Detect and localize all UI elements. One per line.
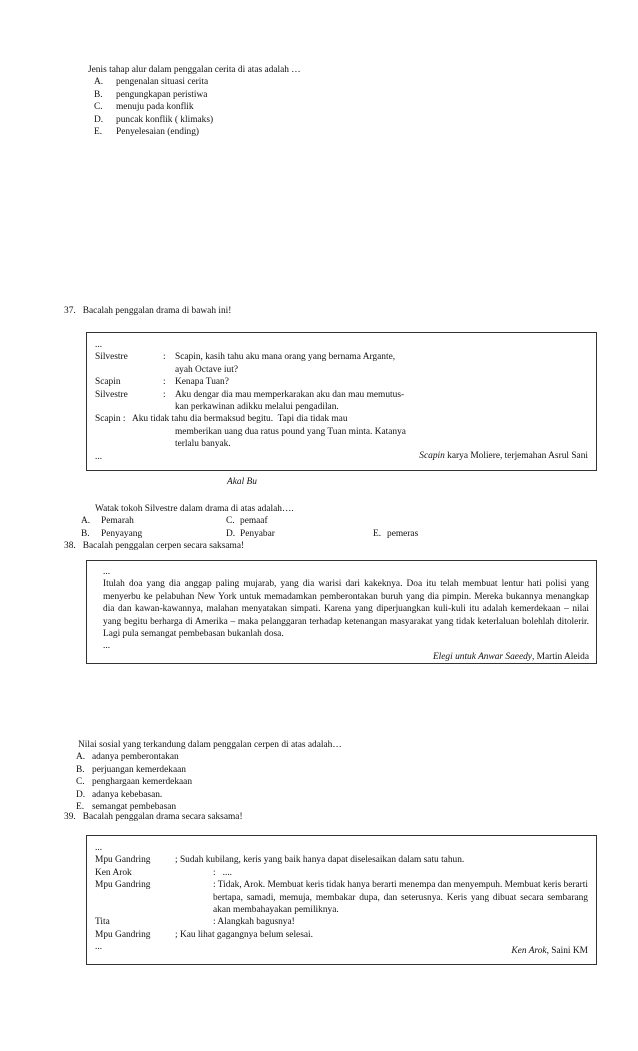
q36-stem: Jenis tahap alur dalam penggalan cerita di atas adalah … xyxy=(88,65,301,75)
q38-option-b[interactable]: B. perjuangan kemerdekaan xyxy=(76,764,186,775)
dialogue-line: Mpu Gandring : Tidak, Arok. Membuat keris tidak hanya berarti menempa dan menyempuh. Membuat keris berarti bertapa, samadi, memuja, membakar dupa, dan seterusnya. Keris yang dibuat secara sembarang akan membahayakan pemiliknya. xyxy=(95,880,588,916)
q38-story-excerpt xyxy=(86,560,597,664)
dialogue-line: ayah Octave iut? xyxy=(175,364,238,375)
q37-option-c[interactable]: C. pemaaf xyxy=(226,516,268,526)
story-paragraph: Itulah doa yang dia anggap paling mujarab, yang dia warisi dari kakeknya. Doa itu telah membuat lentur hati polisi yang menyerbu ke pelabuhan New York untuk memadamkan pemberontakan buruh yang dia pimpin. Mereka bukannya menangkap dia dan kawan-kawannya, malahan menyatakan simpati. Karena yang diperjuangkan kuli-kuli itu adalah kemerdekaan – nilai yang begitu berharga di Amerika – maka pelanggaran terhadap ketenangan masyarakat yang tidak keterlaluan bolehlah ditolerir. Lagi pula semangat pembebasan bukanlah dosa. xyxy=(103,579,589,640)
source-credit: Ken Arok, Saini KM xyxy=(511,945,588,956)
q36-option-b[interactable]: B. pengungkapan peristiwa xyxy=(94,89,208,100)
q36-option-d[interactable]: D. puncak konflik ( klimaks) xyxy=(94,114,214,125)
dialogue-line: Scapin : Aku tidak tahu dia bermaksud begitu. Tapi dia tidak mau xyxy=(95,414,348,425)
ellipsis: ... xyxy=(103,641,111,652)
dialogue-line: Silvestre : Aku dengar dia mau memperkarakan aku dan mau memutus- xyxy=(95,389,405,400)
q38-question-block xyxy=(78,739,408,813)
q39-drama-excerpt xyxy=(86,835,597,965)
q36-options xyxy=(94,76,418,138)
dialogue-line: kan perkawinan adikku melalui pengadilan. xyxy=(175,402,339,413)
q36-option-c[interactable]: C. menuju pada konflik xyxy=(94,102,194,113)
q36-option-a[interactable]: A. pengenalan situasi cerita xyxy=(94,77,209,88)
caption: Akal Bu xyxy=(227,477,257,487)
source-credit: Elegi untuk Anwar Saeedy, Martin Aleida xyxy=(432,651,589,662)
q37-option-a[interactable]: A. Pemarah xyxy=(81,516,134,526)
ellipsis: ... xyxy=(95,451,103,462)
q37-option-e[interactable]: E. pemeras xyxy=(373,529,419,539)
q38-options xyxy=(76,751,408,813)
dialogue-line: terlalu banyak. xyxy=(175,439,231,450)
dialogue-line: Ken Arok : .... xyxy=(95,867,233,878)
dialogue-line: Scapin : Kenapa Tuan? xyxy=(95,377,229,388)
source-credit: Scapin karya Moliere, terjemahan Asrul Sani xyxy=(419,451,588,462)
ellipsis: ... xyxy=(95,843,103,853)
q37-option-d[interactable]: D. Penyabar xyxy=(226,529,275,539)
q39-prompt: 39. Bacalah penggalan drama secara saksama! xyxy=(64,812,243,822)
q36-block xyxy=(88,64,418,138)
q37-prompt: 37. Bacalah penggalan drama di bawah ini! xyxy=(64,306,232,316)
q38-option-a[interactable]: A. adanya pemberontakan xyxy=(76,752,179,763)
q37-question: Watak tokoh Silvestre dalam drama di atas adalah…. xyxy=(95,504,294,514)
ellipsis: ... xyxy=(95,942,103,953)
q38-option-e[interactable]: E. semangat pembebasan xyxy=(76,802,177,813)
dialogue-line: Tita : Alangkah bagusnya! xyxy=(95,917,295,928)
q37-option-b[interactable]: B. Penyayang xyxy=(81,529,143,539)
q38-question: Nilai sosial yang terkandung dalam penggalan cerpen di atas adalah… xyxy=(78,740,342,750)
dialogue-line: Silvestre : Scapin, kasih tahu aku mana orang yang bernama Argante, xyxy=(95,352,396,363)
dialogue-line: memberikan uang dua ratus pound yang Tuan minta. Katanya xyxy=(175,426,406,437)
ellipsis: ... xyxy=(103,567,111,577)
q37-drama-excerpt xyxy=(86,332,597,471)
q38-option-c[interactable]: C. penghargaan kemerdekaan xyxy=(76,777,193,788)
dialogue-line: Mpu Gandring ; Kau lihat gagangnya belum selesai. xyxy=(95,929,313,940)
q38-option-d[interactable]: D. adanya kebebasan. xyxy=(76,789,163,800)
q38-prompt: 38. Bacalah penggalan cerpen secara saksama! xyxy=(64,541,245,551)
q36-option-e[interactable]: E. Penyelesaian (ending) xyxy=(94,127,200,138)
dialogue-line: Mpu Gandring ; Sudah kubilang, keris yang baik hanya dapat diselesaikan dalam satu tahun. xyxy=(95,855,465,866)
ellipsis: ... xyxy=(95,340,103,350)
